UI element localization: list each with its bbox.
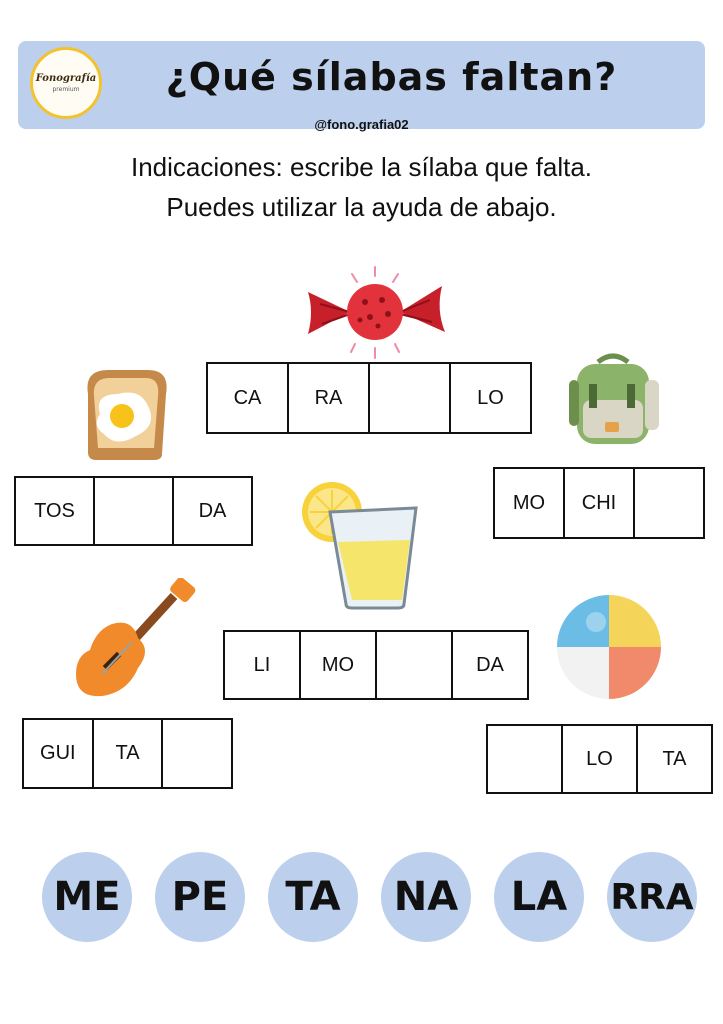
blank-cell[interactable] [163,720,231,787]
backpack-icon [563,350,663,450]
syllable-cell: LI [225,632,301,698]
blank-cell[interactable] [377,632,453,698]
syllable-cell: TA [662,747,687,770]
word-tostada [14,476,253,546]
syllable-cell: MO [301,632,377,698]
syllable-bubble-la[interactable]: LA [494,852,584,942]
syllable-cell: DA [198,499,227,522]
toast-egg-icon [78,364,173,464]
lemonade-icon [300,480,422,612]
beach-ball-icon [554,592,664,702]
instructions [0,147,723,227]
syllable-cell: RA [289,364,370,432]
logo-title: Fonografía [35,73,97,84]
instructions-line-2: Puedes utilizar la ayuda de abajo. [166,192,557,222]
syllable-cell: DA [476,653,504,676]
syllable-cell: LO [477,386,504,409]
blank-cell[interactable] [370,364,451,432]
syllable-cell: TA [94,720,164,787]
syllable-bubble-me[interactable]: ME [42,852,132,942]
word-pelota [486,724,713,794]
syllable-bubble-rra[interactable]: RRA [607,852,697,942]
word-mochila [493,467,705,539]
blank-cell[interactable] [95,478,174,544]
word-guitarra [22,718,233,789]
title-banner [18,41,705,129]
blank-cell[interactable] [635,469,703,537]
syllable-cell: GUI [24,720,94,787]
syllable-bubble-ta[interactable]: TA [268,852,358,942]
logo-subtitle: premium [52,86,80,93]
guitar-icon [72,578,198,702]
blank-cell[interactable] [488,726,563,792]
word-caramelo [206,362,532,434]
instructions-line-1: Indicaciones: escribe la sílaba que falta. [130,152,593,182]
social-handle: @fono.grafia02 [314,117,409,132]
syllable-help-bank [0,852,723,942]
word-limonada [223,630,529,700]
page-title: ¿Qué sílabas faltan? [165,55,618,99]
syllable-cell: MO [495,469,565,537]
syllable-bubble-na[interactable]: NA [381,852,471,942]
syllable-cell: CHI [565,469,635,537]
syllable-cell: CA [208,364,289,432]
syllable-cell: TOS [16,478,95,544]
syllable-bubble-pe[interactable]: PE [155,852,245,942]
candy-icon [300,262,450,362]
syllable-cell: LO [563,726,638,792]
